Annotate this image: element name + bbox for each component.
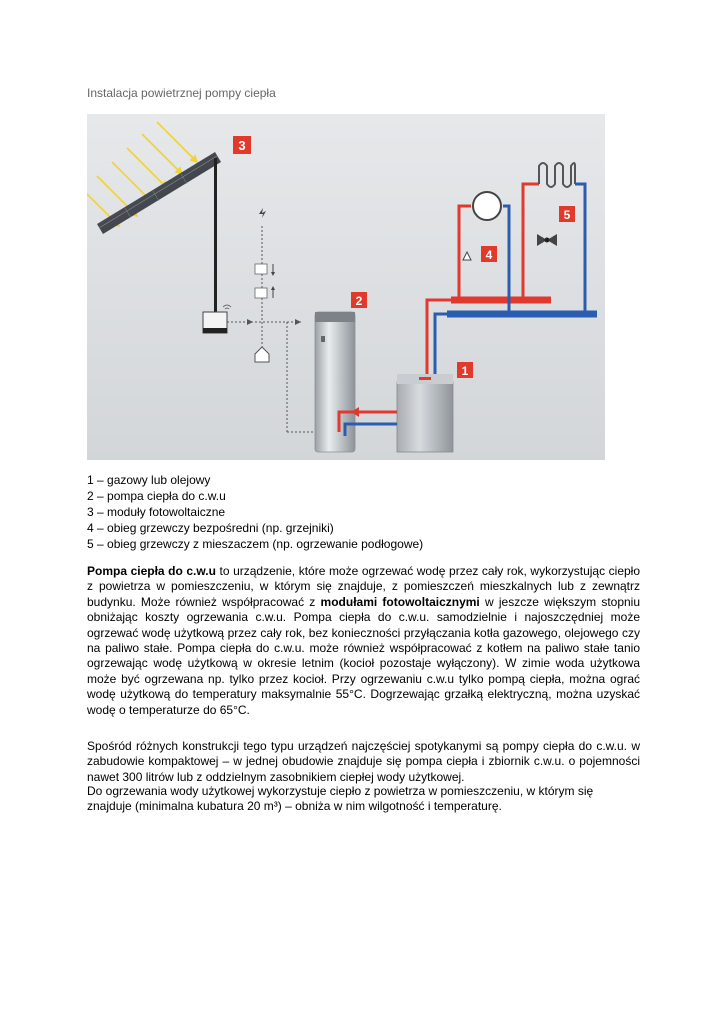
- badge-5: [559, 206, 575, 222]
- diagram-legend: [87, 472, 647, 552]
- badge-3: [233, 136, 251, 154]
- legend-item: 1 – gazowy lub olejowy: [87, 473, 211, 487]
- paragraph-text: w jeszcze większym stopniu obniżając koszty ogrzewania c.w.u. Pompa ciepła do c.w.u. samodzielnie i najoszczędniej może ogrzewać wodę użytkową przez cały rok, bez konieczności przyłączania kotła gazowego, olejowego czy na paliwo stałe. Pompa ciepła do c.w.u. może również współpracować z kotłem na paliwo stałe tanio ogrzewając wodę użytkową w okresie letnim (kocioł pozostaje wyłączony). W zimie woda użytkowa może być ogrzewana np. tylko przez kocioł. Przy ogrzewaniu c.w.u tylko pompą ciepła, można ograć wodę użytkową do temperatury maksymalnie 55°C. Dogrzewając grzałką elektryczną, można uzyskać wodę o temperaturze do 65°C.: [87, 594, 641, 717]
- svg-text:2: 2: [355, 294, 363, 308]
- dhw-heat-pump: [315, 312, 355, 452]
- badge-1: [457, 362, 473, 378]
- svg-text:3: 3: [238, 138, 246, 153]
- paragraph-text: to urządzenie, które może ogrzewać wodę przez cały rok, wykorzystując ciepło z powietrza w pomieszczeniu, w którym się znajduje, z pomieszczeń mieszkalnych lub z zewnątrz budynku. Może również współpracować z: [87, 564, 641, 609]
- svg-text:4: 4: [485, 248, 493, 262]
- installation-diagram: [87, 114, 605, 460]
- radiator-icon: [473, 192, 501, 220]
- badge-4: [481, 246, 497, 262]
- badge-2: [351, 292, 367, 308]
- paragraph-mid-bold: modułami fotowoltaicznymi: [320, 594, 480, 609]
- legend-item: 3 – moduły fotowoltaiczne: [87, 505, 226, 519]
- boiler: [397, 374, 453, 452]
- svg-text:1: 1: [461, 364, 469, 378]
- paragraph-lead-bold: Pompa ciepła do c.w.u: [87, 564, 216, 578]
- legend-item: 5 – obieg grzewczy z mieszaczem (np. ogrzewanie podłogowe): [87, 537, 424, 551]
- legend-item: 2 – pompa ciepła do c.w.u: [87, 489, 226, 503]
- legend-item: 4 – obieg grzewczy bezpośredni (np. grzejniki): [87, 521, 334, 535]
- page-title: Instalacja powietrznej pompy ciepła: [87, 86, 276, 100]
- paragraph-construction-types: Spośród różnych konstrukcji tego typu urządzeń najczęściej spotykanymi są pompy ciepła do c.w.u. w zabudowie kompaktowej – w jednej obudowie znajduje się pompa ciepła i zbiornik c.w.u. o pojemności nawet 300 litrów lub z oddzielnym zasobnikiem ciepłej wody użytkowej.: [87, 739, 640, 784]
- pv-mast: [214, 158, 217, 316]
- svg-text:5: 5: [563, 208, 571, 222]
- paragraph-heat-pump-description: [87, 564, 640, 718]
- paragraph-air-usage: Do ogrzewania wody użytkowej wykorzystuje ciepło z powietrza w pomieszczeniu, w którym się znajduje (minimalna kubatura 20 m³) – obniża w nim wilgotność i temperaturę.: [87, 784, 594, 814]
